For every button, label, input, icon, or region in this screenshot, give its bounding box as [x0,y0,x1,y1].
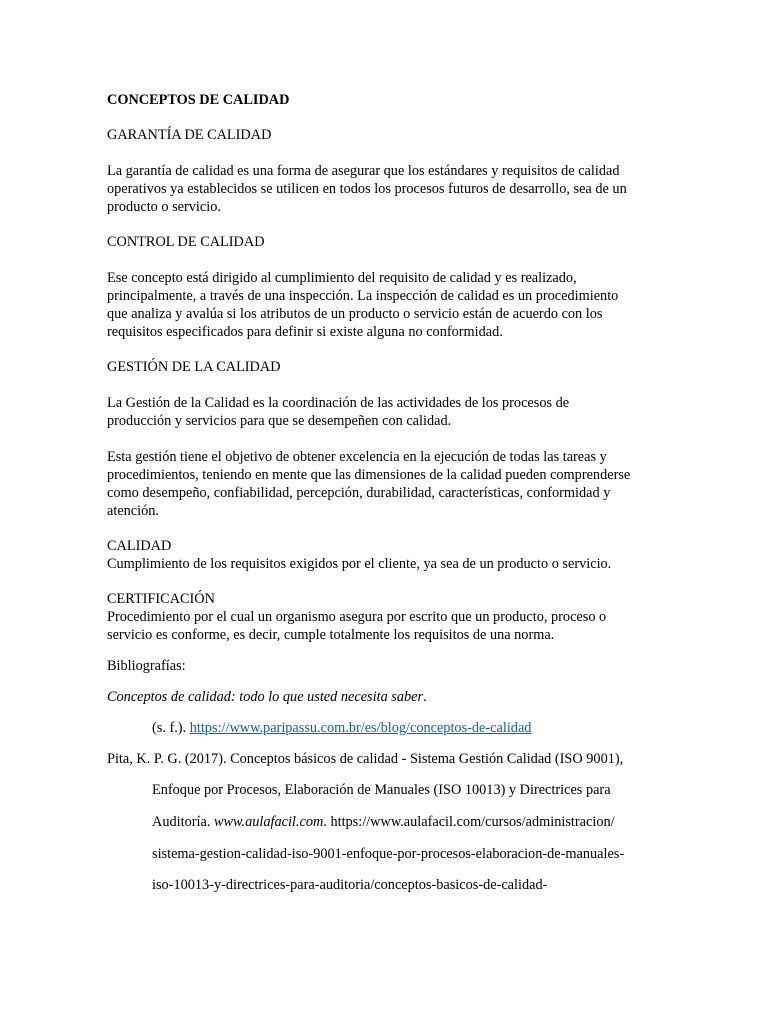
paragraph-line: como desempeño, confiabilidad, percepción, durabilidad, características, conformidad y [107,485,611,501]
reference-1-source [152,720,531,738]
paragraph-line: Cumplimiento de los requisitos exigidos por el cliente, ya sea de un producto o servicio. [107,556,612,572]
document-title: CONCEPTOS DE CALIDAD [107,92,290,108]
section-heading-garantia: GARANTÍA DE CALIDAD [107,127,272,143]
paragraph-line: servicio es conforme, es decir, cumple totalmente los requisitos de una norma. [107,627,555,643]
bibliography-heading: Bibliografías: [107,658,186,674]
reference-1-date: (s. f.). [152,720,190,736]
paragraph-line: Esta gestión tiene el objetivo de obtener excelencia en la ejecución de todas las tareas y [107,449,607,465]
reference-2-line: sistema-gestion-calidad-iso-9001-enfoque-por-procesos-elaboracion-de-manuales- [152,846,625,862]
reference-1-link[interactable]: https://www.paripassu.com.br/es/blog/conceptos-de-calidad [189,720,532,736]
paragraph-line: procedimientos, teniendo en mente que las dimensiones de la calidad pueden comprenderse [107,467,631,483]
reference-1-title [107,689,427,707]
reference-2-site: www.aulafacil.com [213,814,324,830]
paragraph-line: principalmente, a través de una inspección. La inspección de calidad es un procedimiento [107,288,619,304]
reference-1-title-italic: Conceptos de calidad: todo lo que usted necesita saber [107,689,424,705]
reference-2-line: Pita, K. P. G. (2017). Conceptos básicos de calidad - Sistema Gestión Calidad (ISO 9001), [107,751,624,767]
reference-2-line: iso-10013-y-directrices-para-auditoria/conceptos-basicos-de-calidad- [152,877,548,893]
paragraph-line: operativos ya establecidos se utilicen en todos los procesos futuros de desarrollo, sea de un [107,181,627,197]
paragraph-line: producción y servicios para que se desempeñen con calidad. [107,413,452,429]
reference-2-auditoria: Auditoría. [152,814,214,830]
paragraph-line: Procedimiento por el cual un organismo asegura por escrito que un producto, proceso o [107,609,607,625]
section-heading-gestion: GESTIÓN DE LA CALIDAD [107,359,281,375]
paragraph-line: atención. [107,503,160,519]
section-heading-calidad: CALIDAD [107,538,172,554]
paragraph-line: Ese concepto está dirigido al cumplimiento del requisito de calidad y es realizado, [107,270,577,286]
reference-2-url-start: . https://www.aulafacil.com/cursos/administracion/ [323,814,615,830]
section-heading-control: CONTROL DE CALIDAD [107,234,265,250]
paragraph-line: La Gestión de la Calidad es la coordinación de las actividades de los procesos de [107,395,570,411]
paragraph-line: producto o servicio. [107,199,221,215]
paragraph-line: que analiza y avalúa si los atributos de un producto o servicio están de acuerdo con los [107,306,603,322]
reference-2-line: Enfoque por Procesos, Elaboración de Manuales (ISO 10013) y Directrices para [152,782,611,798]
paragraph-line: requisitos especificados para definir si existe alguna no conformidad. [107,324,503,340]
reference-2-line [152,814,615,832]
paragraph-line: La garantía de calidad es una forma de asegurar que los estándares y requisitos de calidad [107,163,620,179]
reference-1-title-end: . [423,689,427,705]
section-heading-certificacion: CERTIFICACIÓN [107,591,215,607]
